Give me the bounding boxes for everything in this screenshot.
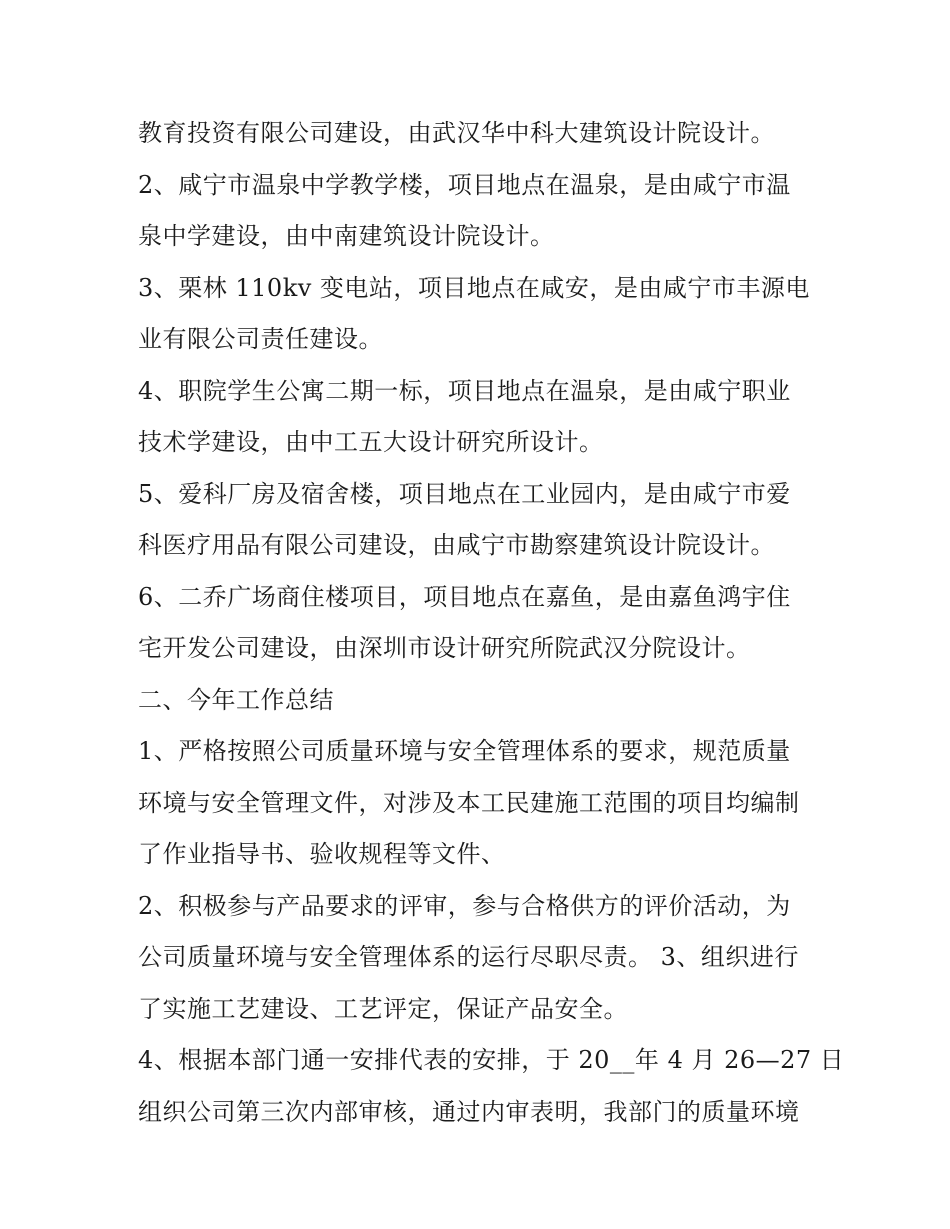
text-line: 3、栗林 110kv 变电站，项目地点在咸安，是由咸宁市丰源电 — [138, 273, 810, 302]
text-line: 4、根据本部门通一安排代表的安排，于 20__年 4 月 26—27 日 — [138, 1046, 845, 1074]
document-body — [138, 108, 845, 1138]
text-line: 1、严格按照公司质量环境与安全管理体系的要求，规范质量 — [138, 737, 791, 765]
text-line: 科医疗用品有限公司建设，由咸宁市勘察建筑设计院设计。 — [138, 531, 775, 559]
text-line: 6、二乔广场商住楼项目，项目地点在嘉鱼，是由嘉鱼鸿宇住 — [138, 582, 791, 611]
text-line: 公司质量环境与安全管理体系的运行尽职尽责。 3、组织进行 — [138, 943, 799, 971]
text-line: 了作业指导书、验收规程等文件、 — [138, 840, 506, 868]
text-line: 4、职院学生公寓二期一标，项目地点在温泉，是由咸宁职业 — [138, 376, 791, 405]
text-line: 5、爱科厂房及宿舍楼，项目地点在工业园内，是由咸宁市爱 — [138, 479, 791, 508]
text-line: 2、积极参与产品要求的评审，参与合格供方的评价活动，为 — [138, 891, 791, 920]
text-line: 2、咸宁市温泉中学教学楼，项目地点在温泉，是由咸宁市温 — [138, 170, 791, 199]
text-line: 环境与安全管理文件，对涉及本工民建施工范围的项目均编制 — [138, 788, 800, 817]
section-heading: 二、今年工作总结 — [138, 685, 334, 714]
text-line: 组织公司第三次内部审核，通过内审表明，我部门的质量环境 — [138, 1097, 800, 1126]
text-line: 泉中学建设，由中南建筑设计院设计。 — [138, 222, 555, 250]
text-line: 宅开发公司建设，由深圳市设计研究所院武汉分院设计。 — [138, 634, 751, 662]
text-line: 技术学建设，由中工五大设计研究所设计。 — [138, 428, 604, 456]
text-line: 教育投资有限公司建设，由武汉华中科大建筑设计院设计。 — [138, 119, 775, 147]
text-line: 业有限公司责任建设。 — [138, 325, 383, 353]
text-line: 了实施工艺建设、工艺评定，保证产品安全。 — [138, 994, 628, 1023]
